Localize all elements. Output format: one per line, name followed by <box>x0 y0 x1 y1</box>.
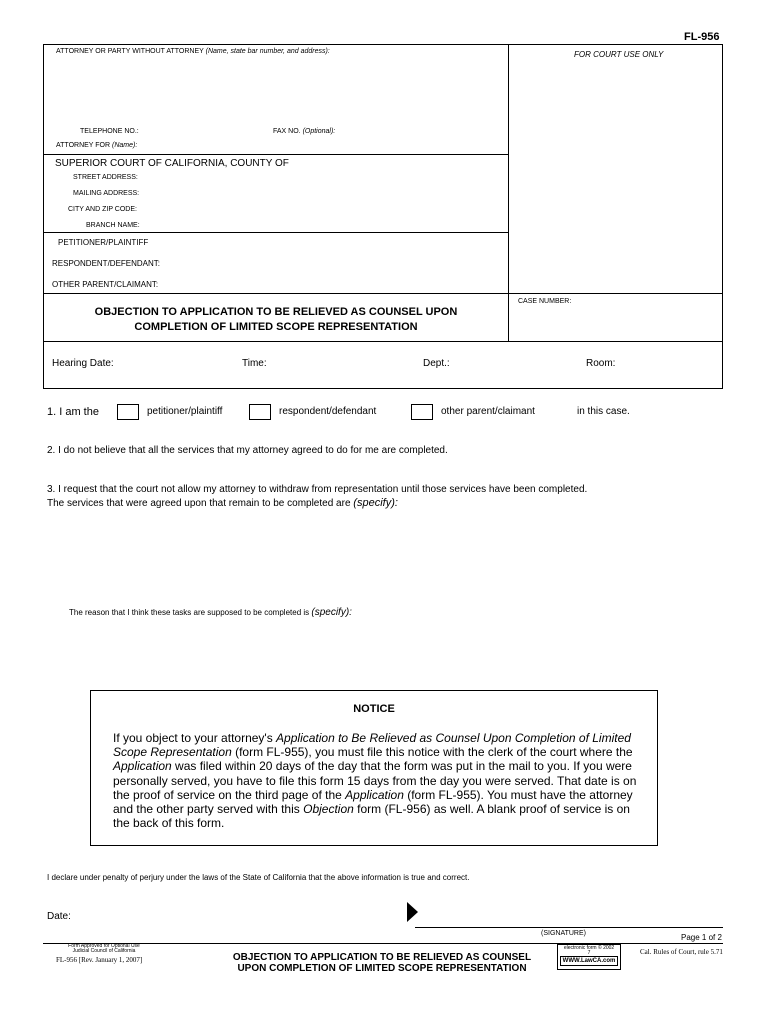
form-title <box>44 305 508 335</box>
hearing-bottom-rule <box>43 388 723 389</box>
case-number-label: CASE NUMBER: <box>518 298 572 305</box>
hearing-top-rule <box>43 341 723 342</box>
attorney-for-text: ATTORNEY FOR <box>56 142 113 149</box>
right-rule <box>722 44 723 389</box>
footer-title <box>212 952 552 974</box>
fax-label <box>273 128 335 135</box>
option-respondent-label: respondent/defendant <box>279 406 377 417</box>
item1-tail: in this case. <box>577 406 630 417</box>
attorney-label-text: ATTORNEY OR PARTY WITHOUT ATTORNEY <box>56 48 206 55</box>
services-specify-area[interactable] <box>47 515 723 599</box>
stamp-mark: 7 <box>587 950 591 956</box>
rules-of-court: Cal. Rules of Court, rule 5.71 <box>640 948 723 956</box>
item3-line1: 3. I request that the court not allow my attorney to withdraw from representation until those services have been completed. <box>47 484 588 495</box>
date-label: Date: <box>47 911 71 922</box>
option-other-parent-label: other parent/claimant <box>441 406 535 417</box>
signature-rule <box>415 927 723 928</box>
item3-specify: (specify): <box>353 497 398 509</box>
hearing-date-label: Hearing Date: <box>52 358 114 369</box>
notice-text-1-italic: Application to Be Relieved as Counsel Upon Completion of Limited Scope Representation <box>113 731 631 760</box>
item3-line2-text: The services that were agreed upon that remain to be completed are <box>47 498 354 509</box>
notice-text-4: (form FL-955). You must have the attorney and the other party served with this <box>113 787 633 817</box>
signature-arrow-icon <box>407 902 419 922</box>
court-use-label: FOR COURT USE ONLY <box>574 50 664 59</box>
notice-heading: NOTICE <box>353 703 395 715</box>
notice-box <box>90 690 658 846</box>
footer-title-line2: UPON COMPLETION OF LIMITED SCOPE REPRESENTATION <box>237 963 527 974</box>
adopted-line2: Judicial Council of California <box>72 948 136 954</box>
mailing-address-label: MAILING ADDRESS: <box>73 190 140 197</box>
notice-text-5: form (FL-956) as well. A blank proof of service is on the back of this form. <box>113 802 630 831</box>
hearing-dept-label: Dept.: <box>423 358 450 369</box>
form-number: FL-956 <box>684 31 720 43</box>
item3-line2 <box>47 497 398 509</box>
option-petitioner-label: petitioner/plaintiff <box>147 406 223 417</box>
court-title: SUPERIOR COURT OF CALIFORNIA, COUNTY OF <box>55 158 289 169</box>
date-field[interactable] <box>82 910 362 926</box>
revision-label: FL-956 [Rev. January 1, 2007] <box>56 956 143 964</box>
adopted-line1: Form Approved for Optional Use <box>68 943 140 949</box>
checkbox-respondent[interactable] <box>249 404 271 420</box>
telephone-label: TELEPHONE NO.: <box>80 128 139 135</box>
other-parent-label: OTHER PARENT/CLAIMANT: <box>52 280 159 289</box>
hearing-time-label: Time: <box>242 358 267 369</box>
stamp-url[interactable]: WWW.LawCA.com <box>560 956 618 966</box>
notice-text-3: was filed within 20 days of the day that the form was put in the mail to you. If you were personally served, you have to file this form 15 days from the day you were served. That date is on the proof of service on the third page of the <box>113 759 637 802</box>
adopted-label <box>52 944 156 954</box>
attorney-for-hint: (Name): <box>112 142 138 149</box>
form-title-line2: COMPLETION OF LIMITED SCOPE REPRESENTATION <box>134 321 418 333</box>
reason-text <box>69 607 352 618</box>
declaration-text: I declare under penalty of perjury under the laws of the State of California that the above information is true and correct. <box>47 873 470 882</box>
reason-specify-area[interactable] <box>69 624 723 686</box>
court-rule <box>43 154 509 155</box>
attorney-label-hint: (Name, state bar number, and address): <box>205 48 330 55</box>
top-rule <box>43 44 723 45</box>
notice-text-1: If you object to your attorney's <box>113 731 277 745</box>
attorney-label <box>56 48 330 55</box>
checkbox-other-parent[interactable] <box>411 404 433 420</box>
item2-text: 2. I do not believe that all the services that my attorney agreed to do for me are completed. <box>47 445 448 456</box>
fax-label-hint: (Optional): <box>302 128 336 135</box>
page-indicator: Page 1 of 2 <box>681 933 722 942</box>
checkbox-petitioner[interactable] <box>117 404 139 420</box>
hearing-room-label: Room: <box>586 358 616 369</box>
form-title-line1: OBJECTION TO APPLICATION TO BE RELIEVED AS COUNSEL UPON <box>94 306 458 318</box>
notice-body <box>113 731 637 830</box>
item1-lead: 1. I am the <box>47 406 99 418</box>
notice-text-2: (form FL-955), you must file this notice with the clerk of the court where the <box>231 745 633 760</box>
fax-label-text: FAX NO. <box>273 128 303 135</box>
stamp-copyright: electronic form © 2002 <box>563 945 615 951</box>
respondent-label: RESPONDENT/DEFENDANT: <box>52 259 161 268</box>
court-use-divider <box>508 44 509 341</box>
signature-label: (SIGNATURE) <box>541 930 586 937</box>
footer-title-line1: OBJECTION TO APPLICATION TO BE RELIEVED AS COUNSEL <box>232 952 532 963</box>
petitioner-label: PETITIONER/PLAINTIFF <box>58 238 149 247</box>
left-rule <box>43 44 44 389</box>
reason-specify: (specify): <box>311 607 352 618</box>
signature-field[interactable] <box>424 906 720 926</box>
city-zip-label: CITY AND ZIP CODE: <box>68 206 137 213</box>
notice-text-4-italic: Objection <box>303 802 354 817</box>
notice-text-2-italic: Application <box>113 759 172 774</box>
attorney-for-label <box>56 142 137 149</box>
title-rule <box>43 293 723 294</box>
lawca-stamp <box>557 944 621 970</box>
reason-text-lead: The reason that I think these tasks are supposed to be completed is <box>69 608 312 617</box>
branch-name-label: BRANCH NAME: <box>86 222 140 229</box>
notice-text-3-italic: Application <box>345 787 404 802</box>
street-address-label: STREET ADDRESS: <box>73 174 138 181</box>
parties-rule <box>43 232 509 233</box>
